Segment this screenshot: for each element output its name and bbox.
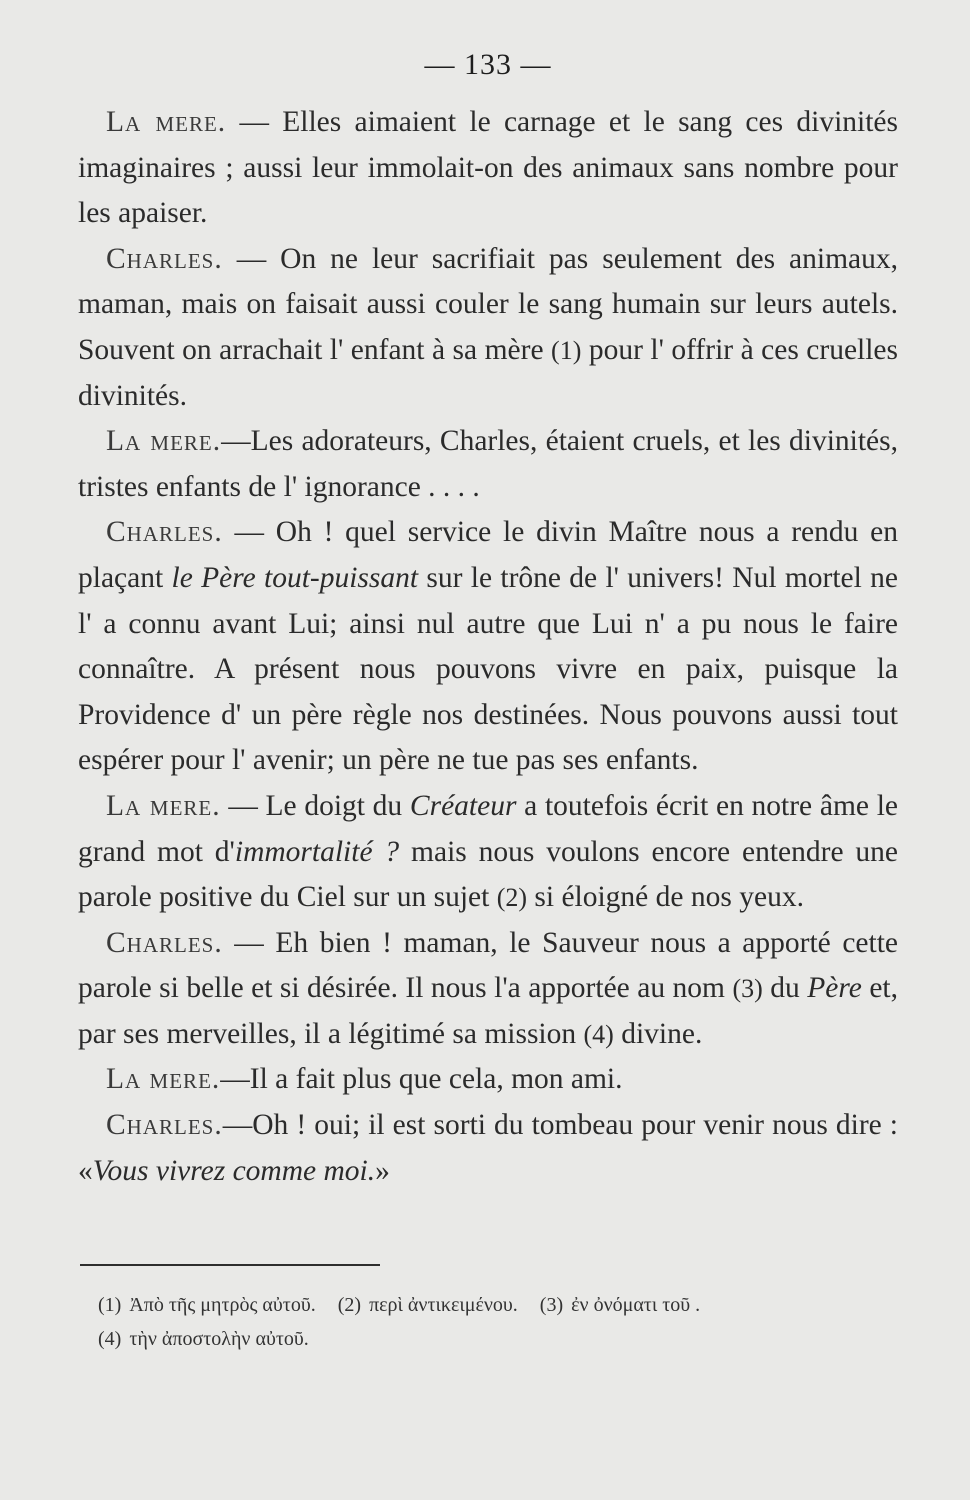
dialogue-text: divine. bbox=[613, 1017, 703, 1050]
dialogue-paragraph bbox=[78, 1103, 898, 1194]
speaker-name: La mere. bbox=[106, 425, 222, 458]
dialogue-body bbox=[78, 100, 898, 1194]
dialogue-paragraph bbox=[78, 784, 898, 921]
dialogue-text: — Elles aimaient le carnage et le sang ces divinités imaginaires ; aussi leur immolait-on des animaux sans nombre pour les apaiser. bbox=[78, 106, 898, 230]
footnote-text: Ἀπὸ τῆς μητρὸς αὐτοῦ. bbox=[129, 1294, 316, 1317]
footnote bbox=[338, 1294, 518, 1316]
speaker-name: Charles. bbox=[106, 1109, 223, 1142]
dialogue-text: — Eh bien ! maman, le Sauveur nous a apporté cette parole si belle et si désirée. Il nous l'a apportée au nom bbox=[78, 926, 898, 1005]
speaker-name: La mere. bbox=[106, 789, 221, 822]
italic-phrase: Créateur bbox=[409, 789, 517, 822]
dialogue-text: — On ne leur sacrifiait pas seulement des animaux, maman, mais on faisait aussi couler le sang humain sur leurs autels. Souvent on arrachait l' enfant à sa mère bbox=[78, 242, 898, 366]
footnote-text: τὴν ἀποστολὴν αὐτοῦ. bbox=[129, 1328, 309, 1351]
dialogue-text: a toutefois écrit en notre âme le grand mot d' bbox=[78, 789, 898, 868]
dialogue-text: pour l' offrir à ces cruelles divinités. bbox=[78, 333, 899, 412]
speaker-name: Charles. bbox=[106, 926, 223, 959]
footnote bbox=[98, 1294, 316, 1316]
dialogue-paragraph bbox=[78, 510, 898, 784]
dialogue-text: — Oh ! quel service le divin Maître nous a rendu en plaçant bbox=[78, 516, 898, 594]
dialogue-paragraph bbox=[78, 100, 898, 237]
footnote bbox=[98, 1328, 309, 1350]
speaker-name: La mere. bbox=[106, 106, 227, 138]
dialogue-text: —Il a fait plus que cela, mon ami. bbox=[220, 1063, 623, 1096]
dialogue-text: —Oh ! oui; il est sorti du tombeau pour venir nous dire : « bbox=[78, 1109, 898, 1187]
dialogue-text: » bbox=[375, 1154, 390, 1187]
footnote-number: (1) bbox=[98, 1294, 122, 1317]
footnote-separator bbox=[80, 1264, 380, 1266]
dialogue-paragraph bbox=[78, 419, 898, 510]
dialogue-text: — Le doigt du bbox=[220, 789, 410, 822]
dialogue-text: et, par ses merveilles, il a légitimé sa mission bbox=[78, 972, 898, 1050]
footnote-reference: (3) bbox=[732, 974, 763, 1004]
footnotes bbox=[78, 1288, 898, 1356]
italic-phrase: Père bbox=[807, 972, 862, 1005]
page-number: — 133 — bbox=[424, 48, 552, 81]
dialogue-paragraph bbox=[78, 237, 898, 419]
speaker-name: Charles. bbox=[106, 242, 223, 275]
dialogue-paragraph bbox=[78, 921, 898, 1058]
speaker-name: Charles. bbox=[106, 516, 223, 549]
footnote-reference: (1) bbox=[551, 335, 582, 365]
dialogue-text: du bbox=[762, 972, 808, 1005]
speaker-name: La mere. bbox=[106, 1063, 221, 1096]
italic-phrase: le Père tout-puissant bbox=[171, 561, 419, 594]
footnote-reference: (2) bbox=[496, 883, 528, 913]
italic-phrase: immortalité ? bbox=[234, 835, 400, 868]
dialogue-text: si éloigné de nos yeux. bbox=[527, 881, 804, 914]
dialogue-paragraph bbox=[78, 1057, 898, 1103]
dialogue-text: sur le trône de l' univers! Nul mortel ne l' a connu avant Lui; ainsi nul autre que Lui n' a pu nous le faire connaître. A présent nous pouvons vivre en paix, puisque la Providence d' un père règle nos destinées. Nous pouvons aussi tout espérer pour l' avenir; un père ne tue pas ses enfants. bbox=[78, 561, 899, 777]
dialogue-text: —Les adorateurs, Charles, étaient cruels, et les divinités, tristes enfants de l' ignorance . . . . bbox=[78, 425, 898, 503]
footnote-text: ἐν ὀνόματι τοῦ . bbox=[571, 1294, 701, 1317]
footnote-number: (2) bbox=[337, 1294, 362, 1317]
footnote-reference: (4) bbox=[583, 1019, 614, 1049]
footnote bbox=[540, 1294, 700, 1316]
footnote-number: (3) bbox=[539, 1294, 564, 1317]
footnote-number: (4) bbox=[98, 1328, 122, 1351]
italic-phrase: Vous vivrez comme moi. bbox=[92, 1154, 376, 1187]
dialogue-text: mais nous voulons encore entendre une parole positive du Ciel sur un sujet bbox=[78, 835, 899, 914]
footnote-text: περὶ ἀντικειμένου. bbox=[369, 1294, 518, 1317]
